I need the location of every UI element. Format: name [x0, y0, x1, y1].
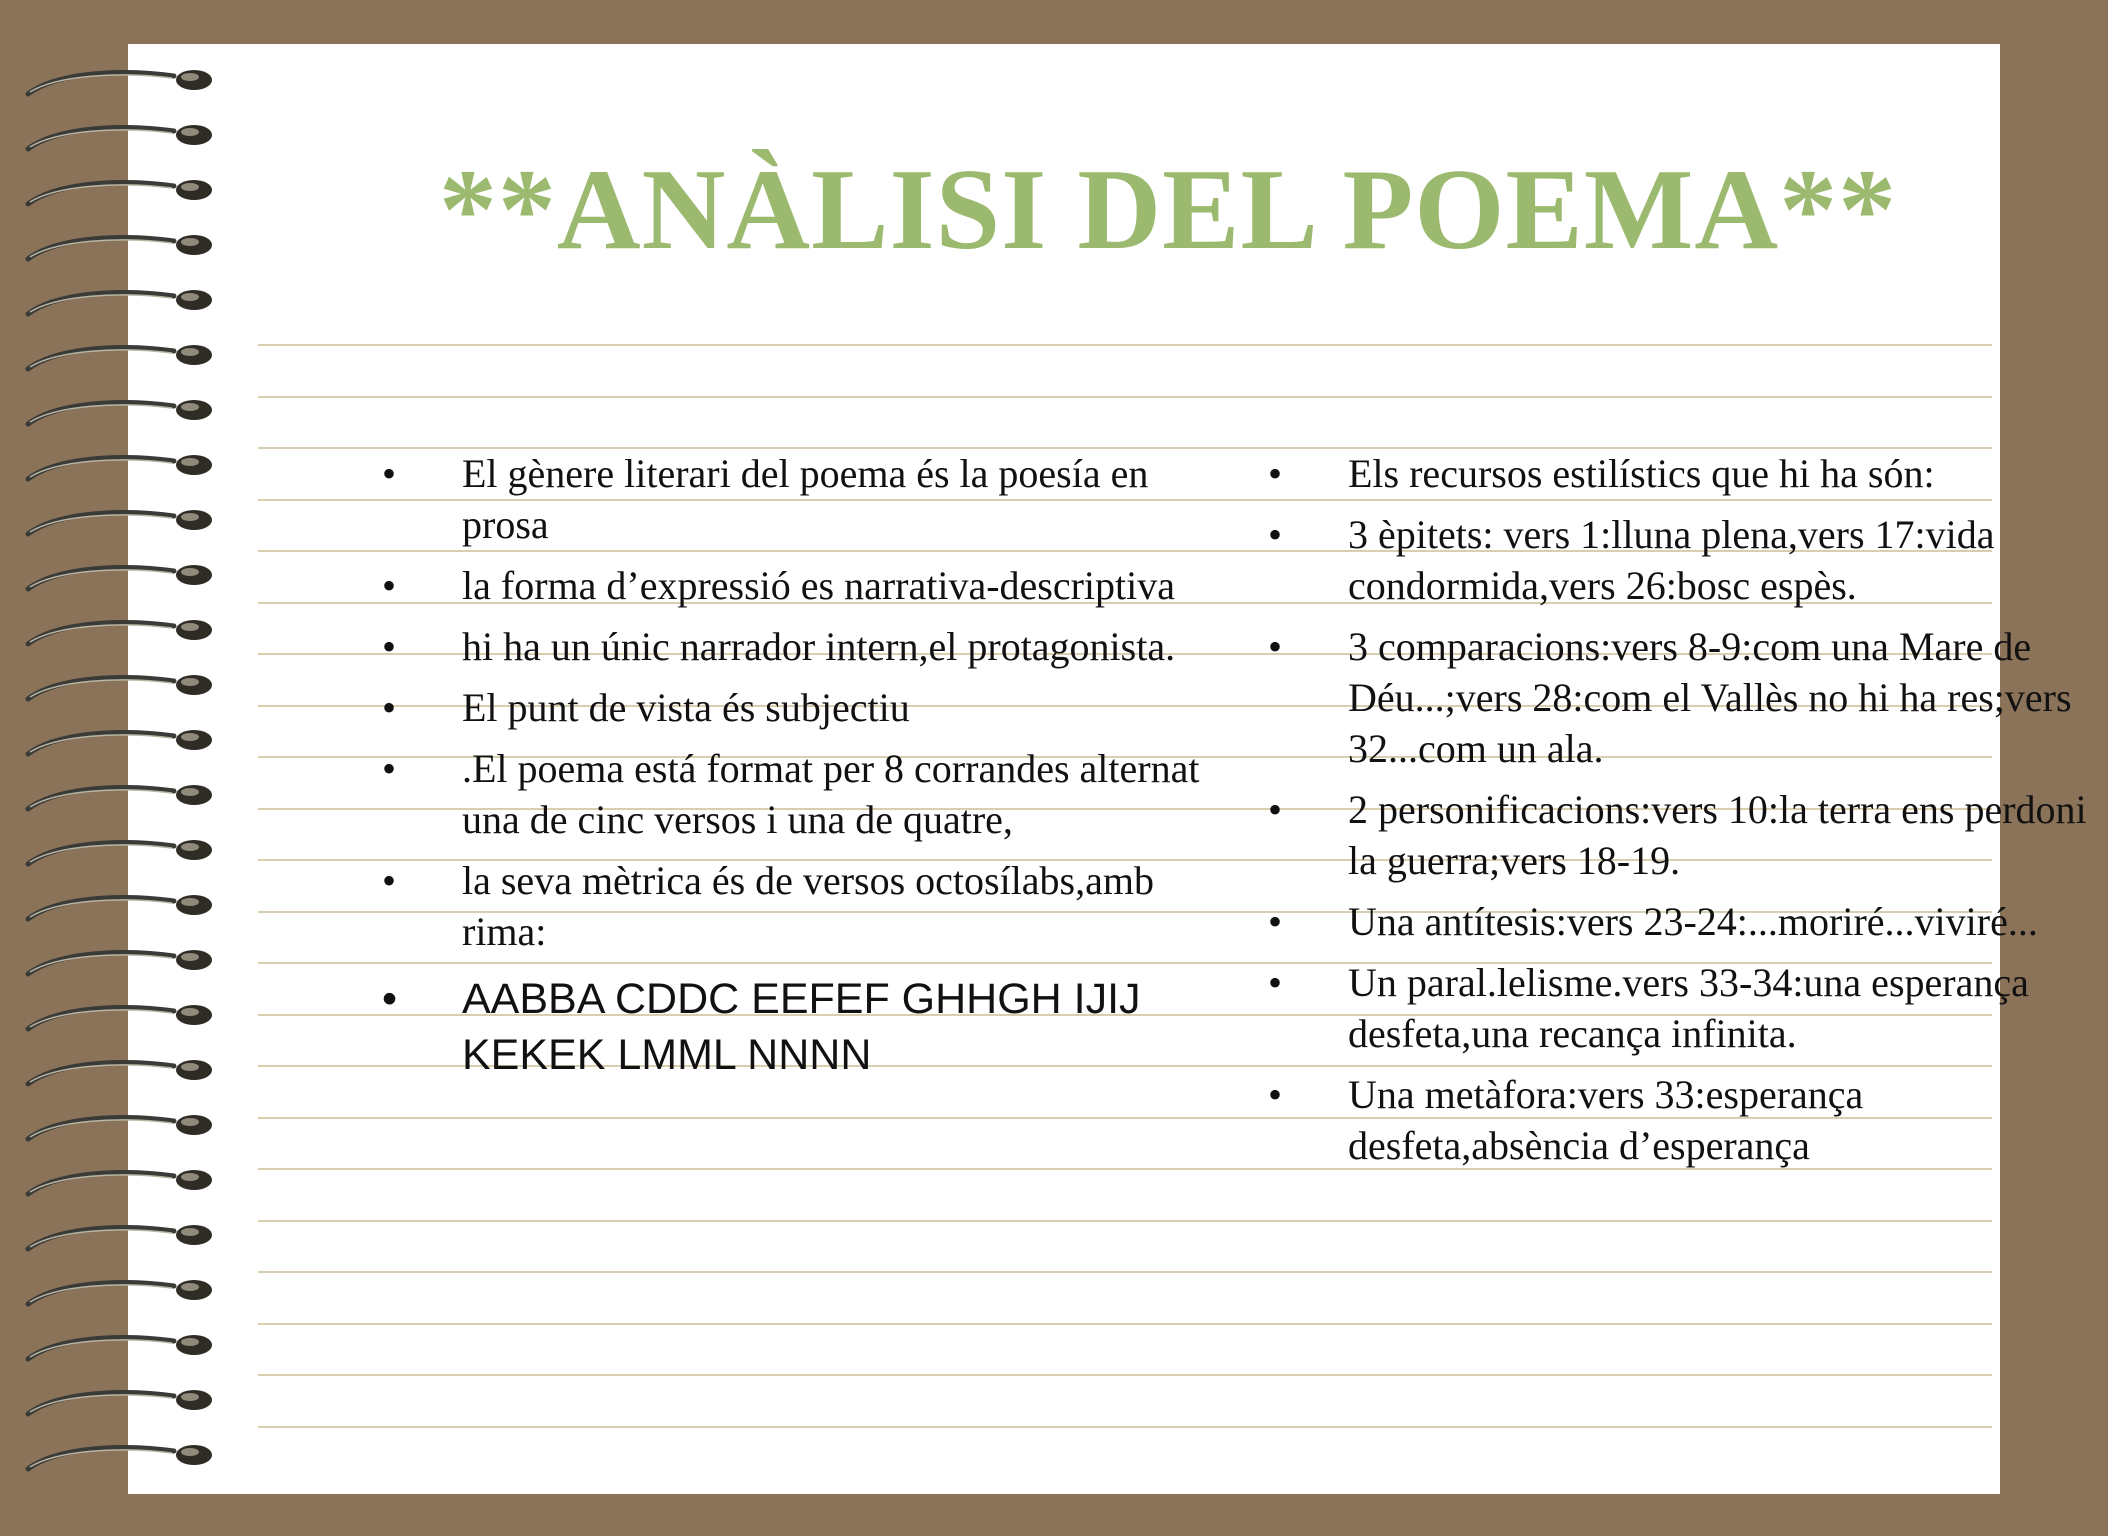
left-bullet-list [382, 448, 1212, 1093]
spiral-coil-icon [24, 1439, 234, 1479]
spiral-coil-icon [24, 1219, 234, 1259]
rule-line [258, 1374, 1992, 1376]
bullet-icon: • [382, 746, 397, 791]
spiral-coil-icon [24, 999, 234, 1039]
rule-line [258, 1323, 1992, 1325]
list-item: • El punt de vista és subjectiu [382, 682, 1212, 733]
bullet-icon: • [1268, 787, 1283, 832]
spiral-coil-icon [24, 559, 234, 599]
list-item: • 2 personificacions:vers 10:la terra ens perdoni la guerra;vers 18-19. [1268, 784, 2108, 886]
rule-line [258, 344, 1992, 346]
list-item: • 3 comparacions:vers 8-9:com una Mare de Déu...;vers 28:com el Vallès no hi ha res;vers 32...com un ala. [1268, 621, 2108, 774]
spiral-coil-icon [24, 1054, 234, 1094]
spiral-coil-icon [24, 614, 234, 654]
slide-title: **ANÀLISI DEL POEMA** [438, 146, 1898, 274]
spiral-coil-icon [24, 394, 234, 434]
spiral-coil-icon [24, 944, 234, 984]
rhyme-scheme-item: • AABBA CDDC EEFEF GHHGH IJIJ KEKEK LMML NNNN [382, 971, 1212, 1083]
list-item: • la seva mètrica és de versos octosílabs,amb rima: [382, 855, 1212, 957]
bullet-icon: • [1268, 1072, 1283, 1117]
list-item: • El gènere literari del poema és la poesía en prosa [382, 448, 1212, 550]
spiral-coil-icon [24, 1164, 234, 1204]
notebook-page [128, 44, 2087, 1494]
list-item: • .El poema está format per 8 corrandes alternat una de cinc versos i una de quatre, [382, 743, 1212, 845]
spiral-coil-icon [24, 1329, 234, 1369]
spiral-coil-icon [24, 64, 234, 104]
spiral-coil-icon [24, 229, 234, 269]
list-item: • Una antítesis:vers 23-24:...moriré...viviré... [1268, 896, 2108, 947]
bullet-icon: • [382, 624, 397, 669]
spiral-coil-icon [24, 724, 234, 764]
spiral-coil-icon [24, 339, 234, 379]
bullet-icon: • [382, 563, 397, 608]
spiral-coil-icon [24, 669, 234, 709]
list-item: • Els recursos estilístics que hi ha són: [1268, 448, 2108, 499]
rule-line [258, 1271, 1992, 1273]
bullet-icon: • [1268, 624, 1283, 669]
spiral-coil-icon [24, 504, 234, 544]
bullet-icon: • [382, 858, 397, 903]
rule-line [258, 1220, 1992, 1222]
spiral-coil-icon [24, 1109, 234, 1149]
spiral-coil-icon [24, 1274, 234, 1314]
bullet-icon: • [1268, 512, 1283, 557]
list-item: • Un paral.lelisme.vers 33-34:una esperança desfeta,una recança infinita. [1268, 957, 2108, 1059]
spiral-coil-icon [24, 889, 234, 929]
list-item: • Una metàfora:vers 33:esperança desfeta,absència d’esperança [1268, 1069, 2108, 1171]
rule-line [258, 396, 1992, 398]
spiral-coil-icon [24, 174, 234, 214]
spiral-coil-icon [24, 449, 234, 489]
bullet-icon: • [382, 975, 398, 1023]
spiral-coil-icon [24, 834, 234, 874]
bullet-icon: • [382, 685, 397, 730]
bullet-icon: • [382, 451, 397, 496]
spiral-coil-icon [24, 119, 234, 159]
list-item: • 3 èpitets: vers 1:lluna plena,vers 17:vida condormida,vers 26:bosc espès. [1268, 509, 2108, 611]
spiral-coil-icon [24, 1384, 234, 1424]
spiral-coil-icon [24, 779, 234, 819]
bullet-icon: • [1268, 451, 1283, 496]
spiral-binding-icon [24, 64, 234, 1484]
right-bullet-list [1268, 448, 2108, 1181]
list-item: • la forma d’expressió es narrativa-descriptiva [382, 560, 1212, 611]
spiral-coil-icon [24, 284, 234, 324]
bullet-icon: • [1268, 899, 1283, 944]
list-item: • hi ha un únic narrador intern,el protagonista. [382, 621, 1212, 672]
bullet-icon: • [1268, 960, 1283, 1005]
rule-line [258, 1426, 1992, 1428]
